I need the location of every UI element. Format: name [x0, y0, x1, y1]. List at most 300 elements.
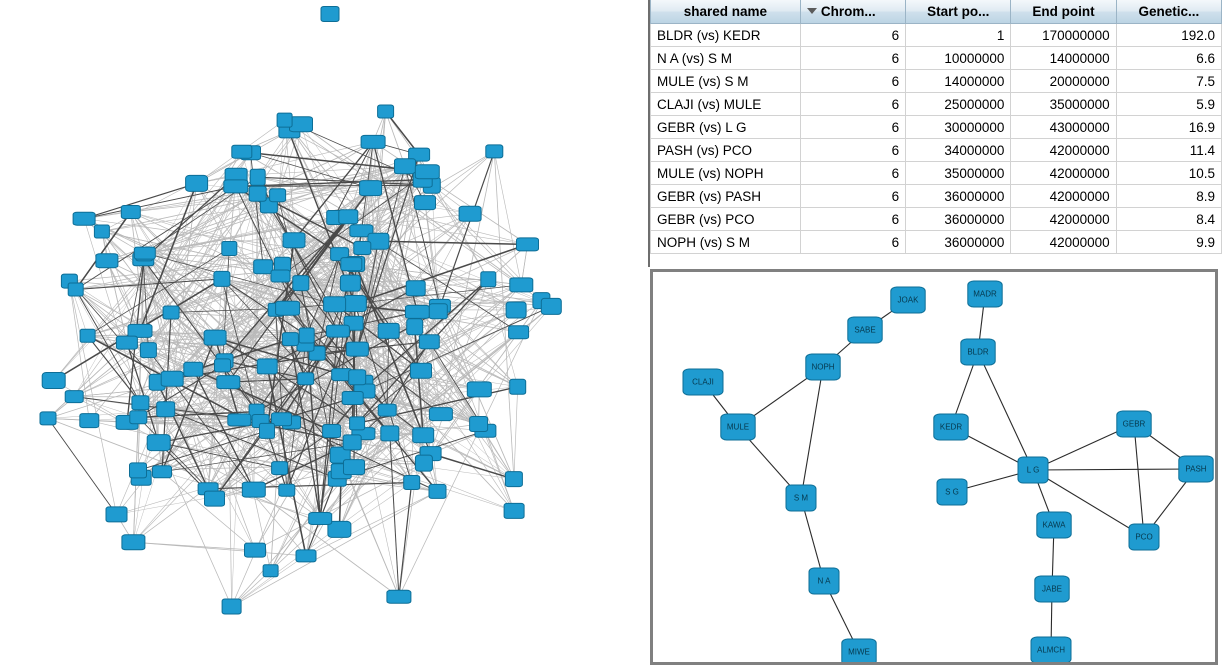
network-node[interactable] — [282, 333, 298, 346]
network-node[interactable] — [354, 242, 371, 255]
node-shape[interactable] — [257, 359, 277, 374]
network-node[interactable] — [161, 371, 183, 386]
node-shape[interactable] — [349, 370, 366, 385]
table-cell[interactable]: 35000000 — [1011, 93, 1116, 116]
table-body[interactable] — [651, 24, 1222, 254]
network-node[interactable] — [257, 359, 277, 374]
node-shape[interactable] — [282, 333, 298, 346]
table-cell[interactable]: 11.4 — [1116, 139, 1221, 162]
node-shape[interactable] — [419, 335, 439, 349]
node-shape[interactable] — [505, 472, 522, 487]
network-node[interactable] — [299, 328, 314, 343]
network-node[interactable] — [122, 535, 145, 550]
subnetwork-node[interactable] — [961, 339, 995, 365]
network-node[interactable] — [341, 258, 362, 271]
table-cell[interactable]: 14000000 — [906, 70, 1011, 93]
node-shape[interactable] — [340, 275, 360, 291]
table-row[interactable] — [651, 185, 1222, 208]
network-node[interactable] — [415, 455, 432, 471]
network-node[interactable] — [263, 565, 278, 577]
node-shape[interactable] — [128, 324, 152, 337]
node-shape[interactable] — [106, 507, 127, 522]
network-node[interactable] — [73, 212, 95, 225]
table-column-header[interactable] — [1116, 0, 1221, 24]
table-cell[interactable]: 10000000 — [906, 47, 1011, 70]
network-node[interactable] — [339, 210, 358, 224]
subnetwork-node[interactable] — [937, 479, 967, 505]
node-shape[interactable] — [153, 466, 172, 478]
network-node[interactable] — [217, 376, 240, 389]
node-shape[interactable] — [68, 283, 83, 296]
table-cell[interactable]: 6 — [800, 139, 905, 162]
network-node[interactable] — [242, 482, 265, 497]
network-node[interactable] — [481, 272, 496, 287]
node-shape[interactable] — [163, 306, 179, 319]
node-shape[interactable] — [323, 425, 341, 438]
network-node[interactable] — [378, 404, 396, 416]
network-node[interactable] — [147, 435, 170, 451]
node-shape[interactable] — [341, 258, 362, 271]
node-shape[interactable] — [343, 296, 366, 312]
network-node[interactable] — [387, 590, 411, 603]
table-column-header[interactable] — [800, 0, 905, 24]
network-node[interactable] — [510, 379, 526, 394]
network-node[interactable] — [378, 323, 399, 338]
node-shape[interactable] — [204, 330, 226, 345]
subnetwork-node[interactable] — [1037, 512, 1071, 538]
node-shape[interactable] — [80, 414, 99, 428]
node-shape[interactable] — [342, 392, 363, 405]
node-shape[interactable] — [343, 435, 361, 450]
node-shape[interactable] — [224, 180, 248, 193]
network-node[interactable] — [260, 423, 275, 438]
node-shape[interactable] — [339, 210, 358, 224]
network-node[interactable] — [204, 330, 226, 345]
node-shape[interactable] — [232, 145, 252, 158]
network-node[interactable] — [309, 513, 332, 525]
network-node[interactable] — [270, 189, 286, 202]
table-cell[interactable]: 6 — [800, 185, 905, 208]
node-shape[interactable] — [140, 343, 156, 358]
network-node[interactable] — [344, 460, 365, 475]
table-cell[interactable]: 35000000 — [906, 162, 1011, 185]
node-shape[interactable] — [467, 382, 491, 397]
subnetwork-node[interactable] — [842, 639, 876, 662]
subnetwork-node[interactable] — [968, 281, 1002, 307]
table-cell[interactable]: 42000000 — [1011, 162, 1116, 185]
subnetwork-canvas[interactable] — [653, 272, 1215, 662]
network-node[interactable] — [271, 270, 290, 282]
table-cell[interactable]: 14000000 — [1011, 47, 1116, 70]
node-shape[interactable] — [405, 305, 429, 318]
network-node[interactable] — [346, 342, 368, 356]
network-node[interactable] — [205, 491, 225, 506]
table-cell[interactable]: 192.0 — [1116, 24, 1221, 47]
table-cell[interactable]: 42000000 — [1011, 185, 1116, 208]
table-cell[interactable]: 10.5 — [1116, 162, 1221, 185]
network-node[interactable] — [272, 462, 288, 475]
data-table-panel[interactable] — [648, 0, 1222, 267]
network-node[interactable] — [506, 302, 526, 318]
table-cell[interactable]: GEBR (vs) PASH — [651, 185, 801, 208]
table-cell[interactable]: 20000000 — [1011, 70, 1116, 93]
table-cell[interactable]: 36000000 — [906, 185, 1011, 208]
node-shape[interactable] — [271, 270, 290, 282]
subnetwork-node[interactable] — [786, 485, 816, 511]
table-cell[interactable]: 42000000 — [1011, 139, 1116, 162]
subnetwork-node[interactable] — [848, 317, 882, 343]
network-node[interactable] — [509, 326, 529, 339]
node-shape[interactable] — [73, 212, 95, 225]
node-shape[interactable] — [186, 175, 208, 191]
network-node[interactable] — [467, 382, 491, 397]
node-shape[interactable] — [411, 363, 432, 378]
node-shape[interactable] — [354, 242, 371, 255]
table-row[interactable] — [651, 116, 1222, 139]
network-node[interactable] — [323, 425, 341, 438]
node-shape[interactable] — [130, 463, 147, 478]
node-shape[interactable] — [184, 362, 203, 376]
node-shape[interactable] — [270, 189, 286, 202]
network-node[interactable] — [222, 599, 241, 614]
subnetwork-node[interactable] — [1129, 524, 1159, 550]
node-shape[interactable] — [381, 426, 399, 441]
network-node[interactable] — [517, 238, 539, 251]
network-node[interactable] — [459, 206, 481, 221]
node-shape[interactable] — [406, 281, 425, 296]
node-shape[interactable] — [276, 301, 300, 315]
subnetwork-node[interactable] — [806, 354, 840, 380]
node-shape[interactable] — [215, 359, 231, 372]
network-node[interactable] — [326, 325, 349, 337]
network-node[interactable] — [415, 165, 439, 179]
subnetwork-node[interactable] — [934, 414, 968, 440]
node-shape[interactable] — [249, 186, 266, 201]
table-cell[interactable]: 36000000 — [906, 208, 1011, 231]
table-cell[interactable]: 6 — [800, 162, 905, 185]
node-shape[interactable] — [296, 550, 316, 562]
table-column-header[interactable] — [906, 0, 1011, 24]
table-cell[interactable]: 8.4 — [1116, 208, 1221, 231]
network-node[interactable] — [419, 335, 439, 349]
network-node[interactable] — [245, 543, 266, 557]
table-cell[interactable]: 42000000 — [1011, 231, 1116, 254]
node-shape[interactable] — [157, 402, 175, 417]
node-shape[interactable] — [415, 455, 432, 471]
node-shape[interactable] — [96, 254, 118, 268]
node-shape[interactable] — [122, 535, 145, 550]
network-node[interactable] — [153, 466, 172, 478]
node-shape[interactable] — [504, 503, 524, 518]
node-shape[interactable] — [242, 482, 265, 497]
network-node[interactable] — [121, 206, 140, 219]
table-row[interactable] — [651, 70, 1222, 93]
table-cell[interactable]: MULE (vs) NOPH — [651, 162, 801, 185]
node-shape[interactable] — [121, 206, 140, 219]
network-node[interactable] — [470, 417, 488, 432]
node-shape[interactable] — [404, 476, 420, 490]
network-node[interactable] — [249, 186, 266, 201]
table-column-header[interactable] — [1011, 0, 1116, 24]
node-shape[interactable] — [222, 242, 237, 256]
network-node[interactable] — [80, 414, 99, 428]
network-node[interactable] — [407, 319, 423, 335]
node-shape[interactable] — [415, 165, 439, 179]
network-node[interactable] — [250, 169, 265, 185]
network-node[interactable] — [228, 414, 251, 426]
table-cell[interactable]: MULE (vs) S M — [651, 70, 801, 93]
node-shape[interactable] — [378, 105, 394, 118]
subnetwork-node[interactable] — [1179, 456, 1213, 482]
network-node[interactable] — [276, 301, 300, 315]
table-row[interactable] — [651, 231, 1222, 254]
node-shape[interactable] — [361, 135, 385, 148]
node-shape[interactable] — [217, 376, 240, 389]
node-shape[interactable] — [222, 599, 241, 614]
network-node[interactable] — [340, 275, 360, 291]
table-cell[interactable]: 8.9 — [1116, 185, 1221, 208]
subnetwork-view[interactable] — [650, 269, 1218, 665]
table-row[interactable] — [651, 24, 1222, 47]
table-cell[interactable]: 42000000 — [1011, 208, 1116, 231]
table-cell[interactable]: NOPH (vs) S M — [651, 231, 801, 254]
node-shape[interactable] — [290, 117, 313, 132]
node-shape[interactable] — [395, 159, 416, 174]
subnetwork-node[interactable] — [683, 369, 723, 395]
table-cell[interactable]: 9.9 — [1116, 231, 1221, 254]
node-shape[interactable] — [228, 414, 251, 426]
network-node[interactable] — [184, 362, 203, 376]
table-cell[interactable]: 1 — [906, 24, 1011, 47]
network-node[interactable] — [128, 324, 152, 337]
node-shape[interactable] — [147, 435, 170, 451]
node-shape[interactable] — [279, 484, 295, 496]
node-shape[interactable] — [429, 408, 452, 421]
network-node[interactable] — [321, 7, 339, 22]
node-shape[interactable] — [116, 336, 137, 349]
node-shape[interactable] — [413, 428, 434, 443]
network-node[interactable] — [279, 484, 295, 496]
network-node[interactable] — [406, 281, 425, 296]
network-node[interactable] — [405, 305, 429, 318]
node-shape[interactable] — [309, 513, 332, 525]
subnetwork-node[interactable] — [1035, 576, 1069, 602]
node-shape[interactable] — [272, 462, 288, 475]
network-node[interactable] — [505, 472, 522, 487]
table-cell[interactable]: N A (vs) S M — [651, 47, 801, 70]
subnetwork-nodes[interactable] — [683, 281, 1213, 662]
node-shape[interactable] — [510, 379, 526, 394]
node-shape[interactable] — [486, 145, 503, 158]
network-node[interactable] — [298, 373, 314, 385]
network-node[interactable] — [504, 503, 524, 518]
node-shape[interactable] — [254, 260, 273, 274]
node-shape[interactable] — [387, 590, 411, 603]
table-cell[interactable]: 6 — [800, 208, 905, 231]
table-cell[interactable]: PASH (vs) PCO — [651, 139, 801, 162]
table-row[interactable] — [651, 47, 1222, 70]
network-node[interactable] — [429, 304, 447, 319]
subnetwork-node[interactable] — [721, 414, 755, 440]
node-shape[interactable] — [510, 278, 533, 292]
node-shape[interactable] — [293, 276, 309, 291]
node-shape[interactable] — [263, 565, 278, 577]
node-shape[interactable] — [324, 297, 346, 312]
table-column-header[interactable] — [651, 0, 801, 24]
network-node[interactable] — [395, 159, 416, 174]
network-node[interactable] — [343, 296, 366, 312]
network-node[interactable] — [134, 247, 155, 259]
network-node[interactable] — [413, 428, 434, 443]
node-shape[interactable] — [481, 272, 496, 287]
node-shape[interactable] — [459, 206, 481, 221]
table-cell[interactable]: 6 — [800, 70, 905, 93]
network-node[interactable] — [215, 359, 231, 372]
network-node[interactable] — [222, 242, 237, 256]
node-shape[interactable] — [245, 543, 266, 557]
node-shape[interactable] — [429, 484, 446, 498]
table-cell[interactable]: 7.5 — [1116, 70, 1221, 93]
table-cell[interactable]: 5.9 — [1116, 93, 1221, 116]
table-cell[interactable]: 34000000 — [906, 139, 1011, 162]
node-shape[interactable] — [506, 302, 526, 318]
table-cell[interactable]: 43000000 — [1011, 116, 1116, 139]
node-shape[interactable] — [214, 271, 230, 286]
network-node[interactable] — [381, 426, 399, 441]
node-shape[interactable] — [40, 412, 56, 425]
network-node[interactable] — [96, 254, 118, 268]
node-shape[interactable] — [42, 373, 65, 389]
table-cell[interactable]: GEBR (vs) PCO — [651, 208, 801, 231]
node-shape[interactable] — [509, 326, 529, 339]
network-node[interactable] — [541, 298, 561, 314]
node-shape[interactable] — [378, 323, 399, 338]
network-node[interactable] — [283, 233, 305, 248]
table-header-row[interactable] — [651, 0, 1222, 24]
network-node[interactable] — [186, 175, 208, 191]
table-cell[interactable]: 170000000 — [1011, 24, 1116, 47]
node-shape[interactable] — [346, 342, 368, 356]
network-node[interactable] — [350, 417, 365, 430]
table-cell[interactable]: 36000000 — [906, 231, 1011, 254]
subnetwork-node[interactable] — [1031, 637, 1071, 662]
table-cell[interactable]: 6.6 — [1116, 47, 1221, 70]
network-node[interactable] — [80, 329, 95, 342]
node-shape[interactable] — [517, 238, 539, 251]
table-row[interactable] — [651, 93, 1222, 116]
network-node[interactable] — [94, 225, 109, 238]
network-node[interactable] — [343, 435, 361, 450]
node-shape[interactable] — [378, 404, 396, 416]
network-node[interactable] — [290, 117, 313, 132]
network-node[interactable] — [116, 336, 137, 349]
network-node[interactable] — [324, 297, 346, 312]
table-cell[interactable]: 6 — [800, 116, 905, 139]
table-cell[interactable]: 25000000 — [906, 93, 1011, 116]
node-shape[interactable] — [134, 247, 155, 259]
node-shape[interactable] — [65, 391, 83, 403]
network-node[interactable] — [429, 484, 446, 498]
network-node[interactable] — [68, 283, 83, 296]
network-node[interactable] — [349, 370, 366, 385]
network-node[interactable] — [293, 276, 309, 291]
network-node[interactable] — [163, 306, 179, 319]
network-node[interactable] — [106, 507, 127, 522]
network-node[interactable] — [378, 105, 394, 118]
node-shape[interactable] — [283, 233, 305, 248]
table-cell[interactable]: 6 — [800, 24, 905, 47]
network-node[interactable] — [277, 113, 292, 127]
node-shape[interactable] — [321, 7, 339, 22]
subnetwork-node[interactable] — [809, 568, 839, 594]
data-table[interactable] — [650, 0, 1222, 254]
network-node[interactable] — [130, 411, 147, 424]
network-node[interactable] — [132, 396, 149, 410]
node-shape[interactable] — [205, 491, 225, 506]
node-shape[interactable] — [344, 460, 365, 475]
node-shape[interactable] — [80, 329, 95, 342]
node-shape[interactable] — [161, 371, 183, 386]
node-shape[interactable] — [407, 319, 423, 335]
network-node[interactable] — [429, 408, 452, 421]
table-cell[interactable]: 16.9 — [1116, 116, 1221, 139]
node-shape[interactable] — [94, 225, 109, 238]
network-node[interactable] — [360, 181, 382, 196]
network-node[interactable] — [296, 550, 316, 562]
node-shape[interactable] — [470, 417, 488, 432]
node-shape[interactable] — [130, 411, 147, 424]
filter-icon[interactable] — [807, 7, 817, 17]
network-node[interactable] — [254, 260, 273, 274]
network-node[interactable] — [415, 196, 436, 210]
table-cell[interactable]: 6 — [800, 93, 905, 116]
table-cell[interactable]: BLDR (vs) KEDR — [651, 24, 801, 47]
node-shape[interactable] — [132, 396, 149, 410]
subnetwork-node[interactable] — [1018, 457, 1048, 483]
subnetwork-node[interactable] — [1117, 411, 1151, 437]
network-node[interactable] — [157, 402, 175, 417]
network-node[interactable] — [140, 343, 156, 358]
network-node[interactable] — [486, 145, 503, 158]
node-shape[interactable] — [298, 373, 314, 385]
table-row[interactable] — [651, 162, 1222, 185]
node-shape[interactable] — [299, 328, 314, 343]
network-node[interactable] — [42, 373, 65, 389]
network-node[interactable] — [40, 412, 56, 425]
network-node[interactable] — [404, 476, 420, 490]
subnetwork-node[interactable] — [891, 287, 925, 313]
table-cell[interactable]: CLAJI (vs) MULE — [651, 93, 801, 116]
node-shape[interactable] — [260, 423, 275, 438]
node-shape[interactable] — [250, 169, 265, 185]
node-shape[interactable] — [277, 113, 292, 127]
table-row[interactable] — [651, 139, 1222, 162]
network-node[interactable] — [214, 271, 230, 286]
network-node[interactable] — [224, 180, 248, 193]
network-node[interactable] — [510, 278, 533, 292]
network-node[interactable] — [361, 135, 385, 148]
table-row[interactable] — [651, 208, 1222, 231]
table-cell[interactable]: GEBR (vs) L G — [651, 116, 801, 139]
node-shape[interactable] — [415, 196, 436, 210]
node-shape[interactable] — [326, 325, 349, 337]
network-node[interactable] — [342, 392, 363, 405]
table-cell[interactable]: 6 — [800, 47, 905, 70]
node-shape[interactable] — [541, 298, 561, 314]
node-shape[interactable] — [429, 304, 447, 319]
network-node[interactable] — [65, 391, 83, 403]
network-node[interactable] — [232, 145, 252, 158]
